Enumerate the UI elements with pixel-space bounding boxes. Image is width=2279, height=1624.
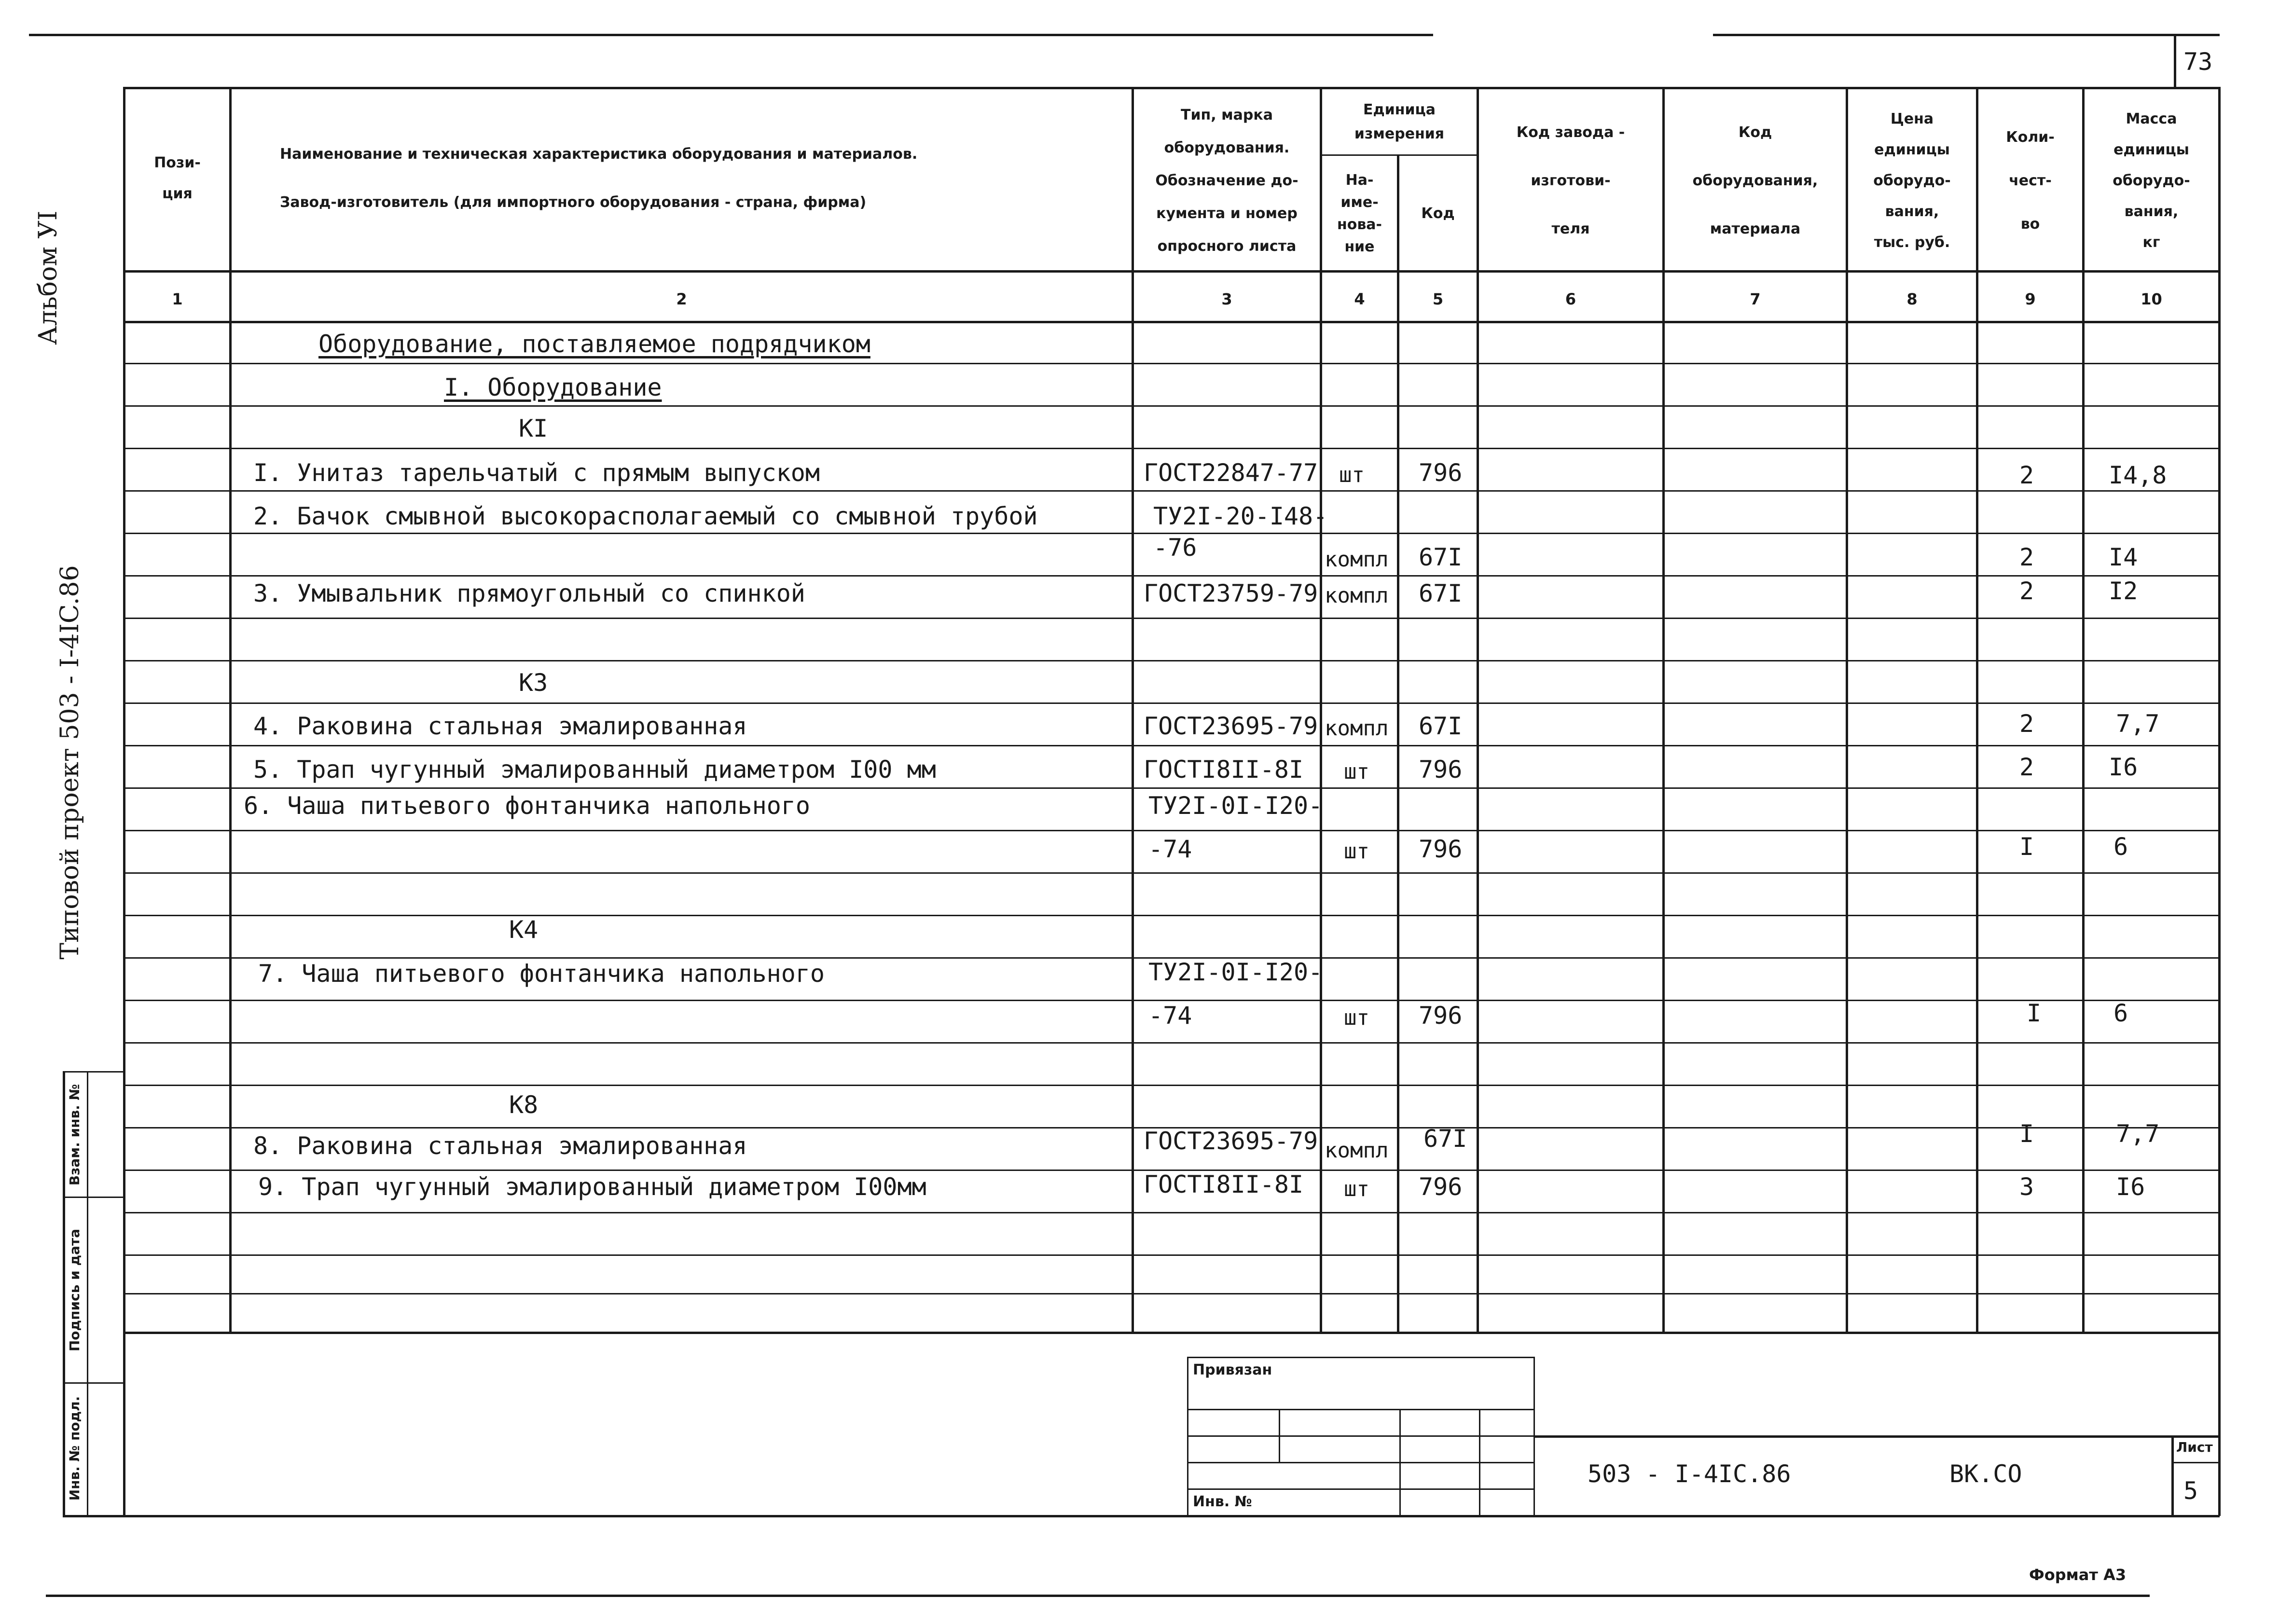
item-qty: I (2019, 1120, 2034, 1148)
header-mass-line: кг (2142, 234, 2160, 251)
attach-line (1187, 1462, 1534, 1463)
item-unit: шт (1344, 1005, 1369, 1030)
header-unit-code-line: Код (1421, 205, 1455, 222)
item-name: 5. Трап чугунный эмалированный диаметром I00 мм (253, 756, 936, 784)
doc-code: ВК.СО (1949, 1460, 2022, 1488)
header-type (1134, 96, 1320, 265)
item-unit: компл (1325, 1138, 1389, 1163)
col-line-2 (1132, 87, 1134, 1333)
header-maker-code-line: изготови- (1531, 172, 1611, 189)
attach-col (1279, 1409, 1280, 1462)
row-line (123, 405, 2220, 407)
header-mass-line: оборудо- (2113, 172, 2190, 189)
header-quantity-line: во (2020, 216, 2040, 233)
item-code: 67I (1423, 1125, 1467, 1153)
title-block-top (1534, 1435, 2220, 1438)
item-name: 7. Чаша питьевого фонтанчика напольного (258, 960, 825, 988)
column-number: 10 (2141, 290, 2162, 308)
album-label: Альбом УI (34, 210, 63, 345)
header-name-line: Наименование и техническая характеристика оборудования и материалов. (280, 146, 918, 163)
header-quantity-line: чест- (2009, 172, 2052, 189)
item-type: ТУ2I-0I-I20- (1148, 792, 1323, 820)
item-name: 3. Умывальник прямоугольный со спинкой (253, 579, 805, 607)
header-equipment-code-line: оборудования, (1692, 172, 1818, 189)
item-code: 67I (1419, 579, 1463, 607)
item-type: ГОСТ23695-79 (1144, 1127, 1318, 1155)
header-maker-code-line: теля (1551, 220, 1590, 237)
attach-line (1187, 1488, 1534, 1490)
header-price-line: единицы (1874, 141, 1950, 158)
header-price-line: тыс. руб. (1874, 234, 1950, 251)
unit-header-divider (1320, 154, 1478, 156)
column-number: 2 (676, 290, 687, 308)
item-type-cont: -74 (1148, 1002, 1192, 1030)
attached-label: Привязан (1193, 1362, 1272, 1378)
section-title-main: Оборудование, поставляемое подрядчиком (318, 330, 870, 358)
header-unit-name (1322, 157, 1397, 270)
item-code: 67I (1419, 543, 1463, 571)
header-name-line: Завод-изготовитель (для импортного оборудования - страна, фирма) (280, 194, 867, 211)
header-quantity-line: Коли- (2006, 129, 2055, 146)
header-quantity (1978, 96, 2082, 265)
section-k1: КI (519, 414, 548, 442)
header-price (1848, 96, 1976, 265)
header-type-line: Обозначение до- (1155, 172, 1298, 189)
column-number: 3 (1221, 290, 1232, 308)
col-line-5 (1477, 87, 1479, 1333)
header-type-line: кумента и номер (1156, 205, 1298, 222)
attach-col (1479, 1409, 1480, 1516)
column-number: 1 (172, 290, 183, 308)
section-k4: К4 (509, 916, 539, 944)
sheet-number: 5 (2183, 1477, 2198, 1505)
header-type-line: Тип, марка (1181, 107, 1273, 124)
item-unit: компл (1325, 547, 1389, 572)
stamp-vzam-label: Взам. инв. № (67, 1084, 83, 1186)
item-type-cont: -76 (1153, 534, 1197, 562)
row-line (123, 1212, 2220, 1213)
col-line-8 (1976, 87, 1978, 1333)
row-line (123, 702, 2220, 704)
item-qty: I (2019, 833, 2034, 861)
column-number: 8 (1906, 290, 1918, 308)
item-code: 796 (1419, 835, 1463, 863)
row-line (123, 618, 2220, 619)
item-name: 8. Раковина стальная эмалированная (253, 1132, 747, 1160)
item-qty: 2 (2019, 710, 2034, 738)
attach-line (1187, 1435, 1534, 1437)
item-mass: I4,8 (2109, 461, 2167, 489)
column-number: 7 (1750, 290, 1761, 308)
row-line (123, 1293, 2220, 1294)
inv-label: Инв. № (1193, 1493, 1252, 1510)
table-bottom-border (123, 1332, 2220, 1334)
item-mass: I6 (2116, 1173, 2145, 1201)
frame-bottom-border (63, 1515, 2220, 1517)
item-qty: 3 (2019, 1173, 2034, 1201)
item-name: I. Унитаз тарельчатый с прямым выпуском (253, 459, 820, 487)
header-equipment-code-line: материала (1710, 220, 1801, 237)
col-line-7 (1846, 87, 1848, 1333)
designation: 503 - I-4IC.86 (1588, 1460, 1791, 1488)
header-equipment-code (1665, 96, 1846, 265)
item-unit: шт (1344, 1177, 1369, 1201)
attach-line (1187, 1409, 1534, 1410)
header-unit-name-line: име- (1340, 193, 1379, 211)
item-qty: 2 (2019, 753, 2034, 781)
header-mass (2085, 96, 2218, 265)
stamp-divider (63, 1197, 124, 1198)
header-unit-name-line: нова- (1337, 216, 1382, 233)
header-unit-name-line: На- (1345, 171, 1374, 189)
header-name (232, 87, 1132, 270)
col-line-1 (229, 87, 232, 1333)
header-type-line: оборудования. (1164, 139, 1290, 156)
header-bottom-border (123, 270, 2220, 273)
section-title-equipment: I. Оборудование (444, 373, 662, 401)
item-type: ГОСТ23695-79 (1144, 712, 1318, 740)
item-mass: 7,7 (2116, 710, 2160, 738)
item-qty: I (2027, 999, 2042, 1027)
header-mass-line: единицы (2113, 141, 2189, 158)
page-number-box-left (2174, 36, 2176, 89)
item-name: 4. Раковина стальная эмалированная (253, 712, 747, 740)
row-line (123, 1042, 2220, 1044)
item-mass: 7,7 (2116, 1120, 2160, 1148)
sheet-box-left (2171, 1435, 2174, 1516)
attach-top (1187, 1357, 1534, 1358)
stamp-podpis-label: Подпись и дата (67, 1228, 83, 1352)
item-mass: 6 (2113, 999, 2128, 1027)
item-unit: шт (1344, 759, 1369, 784)
item-qty: 2 (2019, 577, 2034, 605)
item-type: ГОСТ22847-77 (1144, 459, 1318, 487)
bottom-rule (46, 1595, 2150, 1597)
header-unit-code (1399, 157, 1477, 270)
item-code: 796 (1419, 459, 1463, 487)
item-unit: компл (1325, 716, 1389, 741)
row-line (123, 915, 2220, 916)
attach-col (1399, 1409, 1401, 1516)
header-mass-line: вания, (2124, 203, 2179, 220)
item-name: 9. Трап чугунный эмалированный диаметром I00мм (258, 1173, 926, 1201)
row-line (123, 448, 2220, 449)
item-mass: I4 (2109, 543, 2138, 571)
header-position-line: Пози- (154, 154, 201, 171)
row-line (123, 363, 2220, 364)
row-line (123, 575, 2220, 577)
col-line-9 (2082, 87, 2085, 1333)
item-qty: 2 (2019, 543, 2034, 571)
sheet-label: Лист (2176, 1439, 2213, 1455)
item-unit: компл (1325, 583, 1389, 608)
item-code: 796 (1419, 1173, 1463, 1201)
sheet-box-divider (2171, 1462, 2220, 1463)
header-position (125, 87, 229, 270)
item-type: ТУ2I-0I-I20- (1148, 958, 1323, 986)
item-type-cont: -74 (1148, 835, 1192, 863)
header-equipment-code-line: Код (1738, 124, 1772, 141)
item-unit: шт (1339, 463, 1365, 487)
top-rule-left (29, 34, 1433, 36)
item-type: ТУ2I-20-I48- (1153, 502, 1328, 530)
column-number: 9 (2025, 290, 2036, 308)
col-line-3 (1320, 87, 1322, 1333)
item-mass: 6 (2113, 833, 2128, 861)
item-code: 796 (1419, 756, 1463, 784)
item-type: ГОСТI8II-8I (1144, 756, 1304, 784)
header-maker-code (1479, 96, 1662, 265)
item-type: ГОСТ23759-79 (1144, 579, 1318, 607)
item-name: 2. Бачок смывной высокорасполагаемый со смывной трубой (253, 502, 1038, 530)
header-price-line: Цена (1890, 110, 1934, 127)
header-unit-name-line: ние (1344, 238, 1375, 255)
col-line-10 (2218, 87, 2221, 1516)
item-mass: I2 (2109, 577, 2138, 605)
row-line (123, 745, 2220, 746)
item-code: 67I (1419, 712, 1463, 740)
project-label: Типовой проект 503 - I-4IC.86 (55, 565, 84, 960)
header-position-line: ция (162, 185, 193, 202)
column-number: 4 (1354, 290, 1365, 308)
stamp-inv-podl-label: Инв. № подл. (67, 1396, 83, 1501)
header-price-line: оборудо- (1873, 172, 1951, 189)
col-line-6 (1662, 87, 1665, 1333)
item-unit: шт (1344, 839, 1369, 864)
stamp-inner-divider (87, 1071, 88, 1516)
header-maker-code-line: Код завода - (1516, 124, 1625, 141)
row-line (123, 1254, 2220, 1256)
header-unit-line: измерения (1354, 125, 1445, 142)
header-type-line: опросного листа (1157, 238, 1297, 255)
column-number: 5 (1432, 290, 1444, 308)
row-line (123, 490, 2220, 492)
column-number: 6 (1565, 290, 1576, 308)
stamp-divider (63, 1071, 124, 1073)
top-rule-right (1713, 34, 2220, 36)
item-qty: 2 (2019, 461, 2034, 489)
row-line (123, 830, 2220, 831)
header-price-line: вания, (1885, 203, 1939, 220)
format-label: Формат А3 (2029, 1566, 2127, 1584)
header-mass-line: Масса (2126, 110, 2177, 127)
item-name: 6. Чаша питьевого фонтанчика напольного (244, 792, 810, 820)
item-code: 796 (1419, 1002, 1463, 1030)
row-line (123, 872, 2220, 874)
row-line (123, 1085, 2220, 1086)
header-unit (1322, 89, 1477, 154)
row-line (123, 660, 2220, 661)
item-mass: I6 (2109, 753, 2138, 781)
row-line (123, 787, 2220, 789)
header-unit-line: Единица (1363, 101, 1436, 118)
col-line-4 (1397, 154, 1399, 1333)
section-k3: К3 (519, 669, 548, 697)
item-type: ГОСТI8II-8I (1144, 1170, 1304, 1198)
section-k8: К8 (509, 1091, 539, 1119)
page-number: 73 (2183, 48, 2213, 76)
